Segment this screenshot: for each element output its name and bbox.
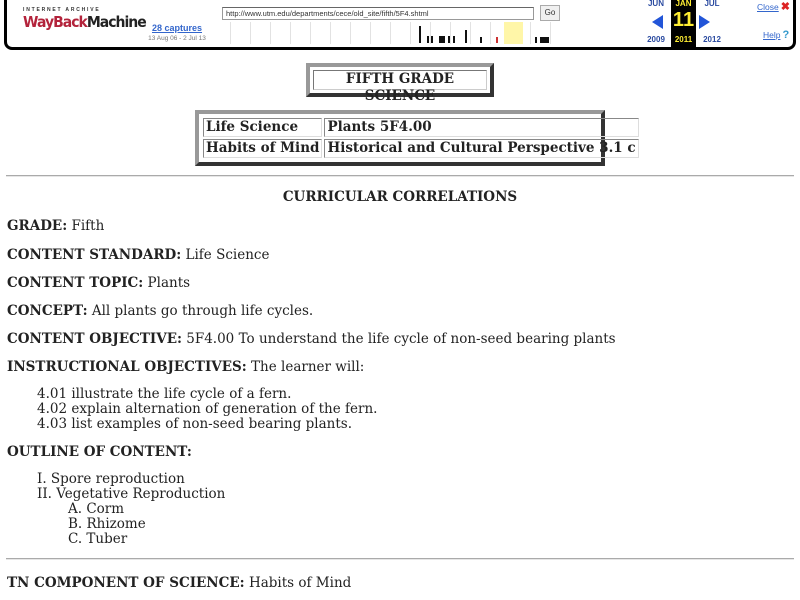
page-title: FIFTH GRADE SCIENCE [313,70,487,90]
objectives-list [37,387,377,432]
current-capture: JAN 11 2011 [671,0,696,49]
field-content-objective: CONTENT OBJECTIVE: 5F4.00 To understand the life cycle of non-seed bearing plants [7,331,616,347]
list-item: 4.02 explain alternation of generation of the fern. [37,401,378,417]
divider [6,175,794,177]
wayback-toolbar [4,0,796,50]
info-table [195,110,636,166]
list-item: II. Vegetative Reproduction [37,486,226,502]
field-instructional-objectives: INSTRUCTIONAL OBJECTIVES: The learner will: [7,359,365,375]
wayback-logo[interactable] [23,7,146,32]
list-item: 4.01 illustrate the life cycle of a fern. [37,386,292,402]
section-heading: CURRICULAR CORRELATIONS [282,189,518,205]
prev-capture[interactable]: JUN 2009 [647,0,665,44]
current-year-highlight [504,22,523,44]
help-icon[interactable]: ? [782,29,790,41]
field-concept: CONCEPT: All plants go through life cycles. [7,303,314,319]
captures-range: 13 Aug 06 - 2 Jul 13 [148,35,206,42]
divider [6,558,794,560]
row-value: Plants 5F4.00 [324,118,638,137]
next-arrow-icon[interactable] [699,15,710,29]
captures-link[interactable]: 28 captures [151,23,203,33]
help-button[interactable]: Help ? [763,29,790,41]
field-outline: OUTLINE OF CONTENT: [7,444,192,460]
next-capture[interactable]: JUL 2012 [703,0,721,44]
list-item: 4.03 list examples of non-seed bearing plants. [37,416,353,432]
page-title-box [306,63,494,104]
table-row [203,118,639,137]
capture-timeline[interactable] [222,22,562,44]
internet-archive-text: INTERNET ARCHIVE [23,7,101,13]
field-content-topic: CONTENT TOPIC: Plants [7,275,191,291]
wayback-machine-wordmark: WayBackMachine [23,13,146,32]
list-item: A. Corm [68,501,125,517]
close-button[interactable]: Close ✖ [757,1,790,13]
field-content-standard: CONTENT STANDARD: Life Science [7,247,270,263]
go-button[interactable]: Go [540,5,560,21]
field-grade: GRADE: Fifth [7,218,105,234]
url-input[interactable]: http://www.utm.edu/departments/cece/old_site/fifth/5F4.shtml [222,7,534,20]
row-value: Historical and Cultural Perspective 3.1 c [324,139,638,158]
outline-sublist [68,502,146,547]
row-label: Life Science [203,118,322,137]
list-item: I. Spore reproduction [37,471,185,487]
captures-info [142,23,212,42]
outline-list [37,472,225,502]
row-label: Habits of Mind [203,139,322,158]
close-icon[interactable]: ✖ [780,1,790,13]
list-item: B. Rhizome [68,516,146,532]
prev-arrow-icon[interactable] [652,15,663,29]
table-row [203,139,639,158]
field-tn-component: TN COMPONENT OF SCIENCE: Habits of Mind [7,575,352,591]
list-item: C. Tuber [68,531,128,547]
